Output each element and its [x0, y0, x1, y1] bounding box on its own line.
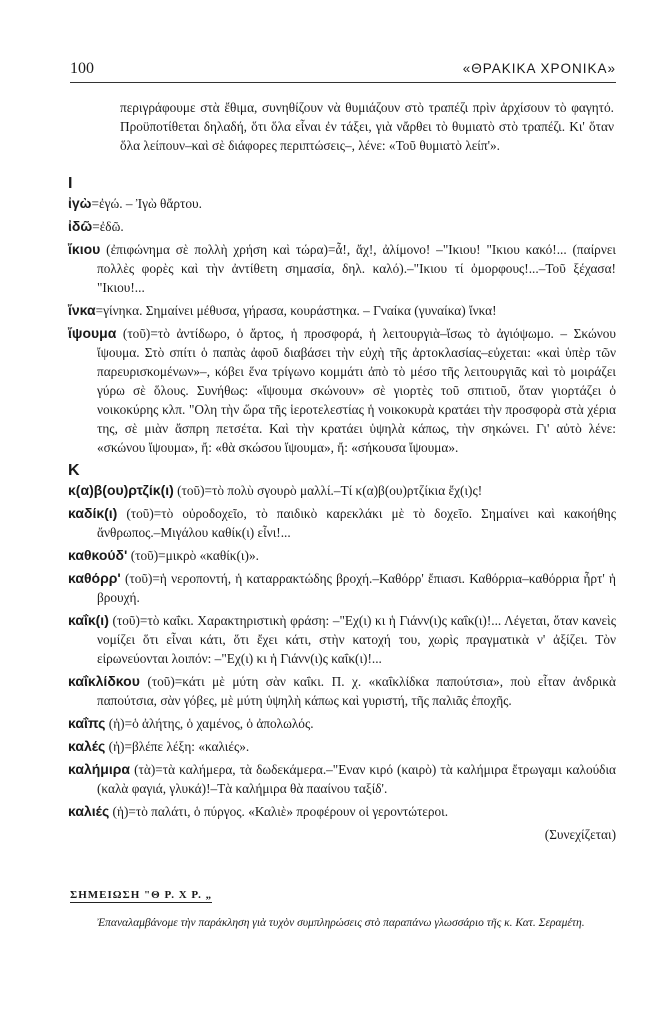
- entry-term: ἴψουμα: [68, 325, 117, 341]
- entry-term: καΐκ(ι): [68, 612, 109, 628]
- entry-definition: (τοῦ)=τὸ καΐκι. Χαρακτηριστικὴ φράση: –"Εχ(ι) κι ἡ Γιάνν(ι)ς καΐκ(ι)!... Λέγεται, ὅταν κανεὶς νομίζει ὅτι εἶναι κάτι, ὅτι ἔχει κάτι, στὴν κατοχή του, χωρὶς πραγματικὰ ν' ἀξίζει. Τὸν εἰρωνεύονται λοιπόν: –"Εχ(ι) κι ἡ Γιάνν(ι)ς καΐκ(ι)!...: [97, 613, 616, 666]
- entry-definition: (τοῦ)=ἡ νεροποντή, ἡ καταρρακτώδης βροχή.–Καθόρρ' ἔπιασι. Καθόρρια–καθόρρια ἦρτ' ἡ βρουχή.: [97, 571, 616, 605]
- glossary-entries: [68, 174, 616, 844]
- entry-definition: (τὰ)=τὰ καλήμερα, τὰ δωδεκάμερα.–"Εναν κιρό (καιρὸ) τὰ καλήμιρα ἔτρωγαμι καλούδια (καλὰ φαγιά, γλυκά)!–Τὰ καλήμιρα θὰ πααίνου ταξίδ'.: [97, 762, 616, 796]
- glossary-entry: [68, 217, 616, 236]
- entry-term: ἴκιου: [68, 241, 101, 257]
- glossary-entry: [68, 569, 616, 607]
- glossary-entry: [68, 240, 616, 297]
- entry-term: καΐκλίδκου: [68, 673, 140, 689]
- glossary-entry: [68, 481, 616, 500]
- entry-term: καδίκ(ι): [68, 505, 118, 521]
- entry-term: καθόρρ': [68, 570, 121, 586]
- glossary-entry: [68, 611, 616, 668]
- intro-paragraph: [120, 98, 614, 155]
- page-header: [70, 60, 616, 86]
- glossary-entry: [68, 714, 616, 733]
- entry-definition: =ἐδῶ.: [92, 219, 124, 234]
- note-body: Ἐπαναλαμβάνομε τὴν παράκληση γιὰ τυχὸν συμπληρώσεις στὸ παραπάνω γλωσσάριο τῆς κ. Κατ. Σεραμέτη.: [97, 917, 585, 929]
- entry-definition: =ἐγώ. – Ἰγὼ θἄρτου.: [91, 196, 202, 211]
- entry-definition: (ἡ)=ὁ ἀλήτης, ὁ χαμένος, ὁ ἀπολωλός.: [105, 716, 314, 731]
- glossary-entry: [68, 324, 616, 457]
- entry-term: ἰγὼ: [68, 195, 92, 211]
- entry-term: καθκούδ': [68, 547, 128, 563]
- glossary-entry: [68, 737, 616, 756]
- running-title: «ΘΡΑΚΙΚΑ ΧΡΟΝΙΚΑ»: [462, 61, 616, 76]
- entry-definition: (τοῦ)=κάτι μὲ μύτη σὰν καΐκι. Π. χ. «καΐκλίδκα παπούτσια», ποὺ εἶταν ἀνδρικὰ παπούτσια, σὰν γόβες, μὲ μύτη ὑψηλὴ κάπως καὶ γυριστή, τῆς παλιᾶς ἐποχῆς.: [97, 674, 616, 708]
- footnote: [70, 885, 616, 932]
- entry-definition: =γίνηκα. Σημαίνει μέθυσα, γήρασα, κουράστηκα. – Γναίκα (γυναίκα) ἴνκα!: [95, 303, 497, 318]
- entry-definition: (ἡ)=βλέπε λέξη: «καλιές».: [105, 739, 250, 754]
- entry-term: ἰδῶ: [68, 218, 93, 234]
- glossary-entry: [68, 194, 616, 213]
- section-letter: Ι: [68, 175, 73, 192]
- entry-term: καΐπς: [68, 715, 106, 731]
- entry-definition: (τοῦ)=μικρὸ «καθίκ(ι)».: [127, 548, 259, 563]
- entry-term: καλές: [68, 738, 106, 754]
- header-rule: [70, 82, 616, 83]
- entry-term: καλήμιρα: [68, 761, 131, 777]
- continued-label: (Συνεχίζεται): [544, 827, 616, 842]
- glossary-entry: [68, 672, 616, 710]
- page-number: 100: [70, 60, 94, 77]
- entry-term: κ(α)β(ου)ρτζίκ(ι): [68, 482, 174, 498]
- note-title: ΣΗΜΕΙΩΣΗ "Θ Ρ. Χ Ρ. „: [70, 889, 213, 901]
- entry-definition: (ἐπιφώνημα σὲ πολλὴ χρήση καὶ τώρα)=ἆ!, ἄχ!, ἀλίμονο! –"Ικιου! "Ικιου κακό!... (παίρνει πολλὲς φορὲς καὶ τὴν ἀντίθετη σημασία, δηλ. καλό).–"Ικιου τί ὀμορφους!...–Τοῦ ξέχασα! "Ικιου!...: [97, 242, 616, 295]
- entry-definition: (τοῦ)=τὸ πολὺ σγουρὸ μαλλί.–Τί κ(α)β(ου)ρτζίκια ἔχ(ι)ς!: [173, 483, 483, 498]
- entry-term: ἴνκα: [68, 302, 96, 318]
- intro-text: περιγράφουμε στὰ ἔθιμα, συνηθίζουν νὰ θυμιάζουν στὸ τραπέζι πρὶν ἀρχίσουν τὸ φαγητό. Προϋποτίθεται δηλαδή, ὅτι ὅλα εἶναι ἐν τάξει, γιὰ νἄρθει τὸ θυμιατὸ στὸ τραπέζι. Κι' ὅταν ὅλα λείπουν–καὶ σὲ διάφορες περιπτώσεις–, λένε: «Τοῦ θυμιατὸ λείπ'».: [120, 100, 614, 153]
- glossary-entry: [68, 504, 616, 542]
- entry-definition: (ἡ)=τὸ παλάτι, ὁ πύργος. «Καλιὲ» προφέρουν οἱ γεροντώτεροι.: [109, 804, 449, 819]
- entry-term: καλιές: [68, 803, 110, 819]
- entry-definition: (τοῦ)=τὸ οὐροδοχεῖο, τὸ παιδικὸ καρεκλάκι μὲ τὸ δοχεῖο. Σημαίνει καὶ κακοήθης ἄνθρωπος.–Μιγάλου καθίκ(ι) εἶνι!...: [97, 506, 616, 540]
- glossary-entry: [68, 546, 616, 565]
- section-letter: Κ: [68, 462, 80, 479]
- glossary-entry: [68, 301, 616, 320]
- entry-definition: (τοῦ)=τὸ ἀντίδωρο, ὁ ἄρτος, ἡ προσφορά, ἡ λειτουργιὰ–ἴσως τὸ ἀγιόψωμο. – Σκώνου ἴψουμα. Στὸ σπίτι ὁ παπὰς ἀφοῦ διαβάσει τὴν εὐχὴ τῆς ἀρτοκλασίας–εὐχεται: «καὶ ὑπὲρ τῶν παρευρισκομένων»–, κόβει ἕνα τρίγωνο κομμάτι ἀπὸ τὸ μέσο τῆς λειτουργιᾶς καὶ τὸ μοιράζει γύρω σὲ ὅλους. Συνήθως: «ἴψουμα σκώνουν» σὲ γιορτὲς τοῦ σπιτιοῦ, ὅταν γιορτάζει ὁ νοικοκύρης κλπ. "Ολη τὴν ὥρα τῆς ἱεροτελεστίας ἡ νοικοκυρὰ κρατάει τὴν προσφορὰ στὰ χέρια της, σὲ μιὰν ἄσπρη πετσέτα. Καὶ τὴν κρατάει ὑψηλὰ κάπως, τὴν σηκώνει. Γι' αὐτὸ λένε: «σκώνου ἴψουμα», ἤ: «θὰ σκώσου ἴψουμα», ἤ: «σήκουσα ἴψουμα».: [97, 326, 616, 455]
- glossary-entry: [68, 802, 616, 821]
- glossary-entry: [68, 760, 616, 798]
